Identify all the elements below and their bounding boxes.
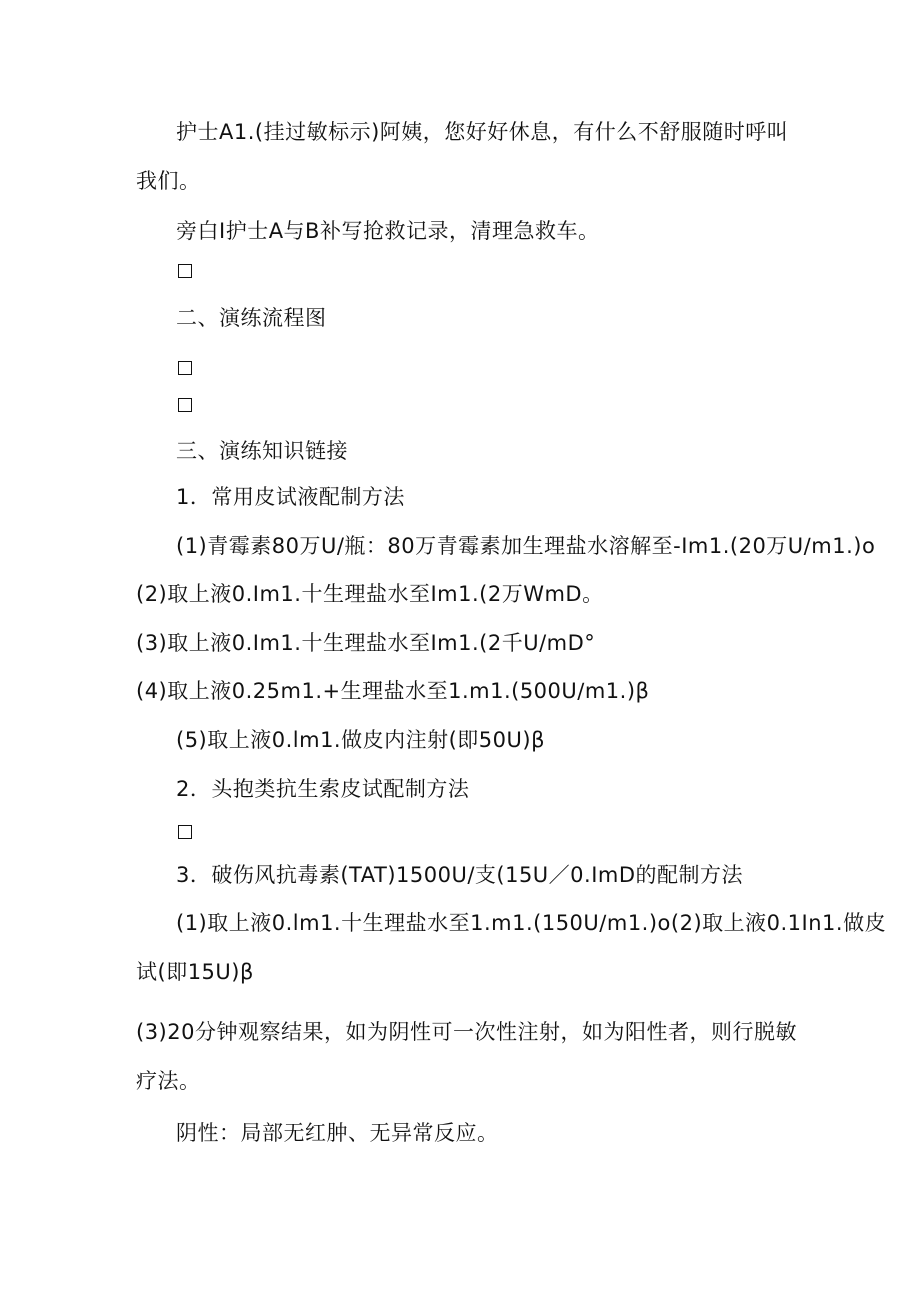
text-line: (1)青霉素80万U/瓶：80万青霉素加生理盐水溶解至-Im1.(20万U∕m1.)o: [176, 534, 876, 558]
text-line: 我们。: [136, 169, 201, 193]
empty-box-icon: [178, 264, 192, 278]
text-line: 旁白I护士A与B补写抢救记录，清理急救车。: [176, 219, 600, 243]
empty-box-icon: [178, 825, 192, 839]
subsection-heading: 1．常用皮试液配制方法: [176, 485, 405, 509]
text-line: 护士A1.(挂过敏标示)阿姨，您好好休息，有什么不舒服随时呼叫: [176, 120, 789, 144]
text-line: (4)取上液0.25m1.+生理盐水至1.m1.(500U∕m1.)β: [136, 679, 650, 703]
text-line: (2)取上液0.Im1.十生理盐水至Im1.(2万WmD。: [136, 582, 604, 606]
text-line: (5)取上液0.lm1.做皮内注射(即50U)β: [176, 728, 545, 752]
text-line: (1)取上液0.lm1.十生理盐水至1.m1.(150U∕m1.)o(2)取上液0.1In1.做皮: [176, 911, 887, 935]
text-line: 试(即15U)β: [136, 960, 254, 984]
text-line: (3)取上液0.Im1.十生理盐水至Im1.(2千U/mD°: [136, 631, 596, 655]
empty-box-icon: [178, 398, 192, 412]
section-heading: 二、演练流程图: [176, 306, 327, 330]
empty-box-icon: [178, 361, 192, 375]
text-line: 疗法。: [136, 1069, 201, 1093]
subsection-heading: 3．破伤风抗毒素(TAT)1500U/支(15U／0.ImD的配制方法: [176, 863, 744, 887]
text-line: 阴性：局部无红肿、无异常反应。: [176, 1121, 499, 1145]
subsection-heading: 2．头抱类抗生索皮试配制方法: [176, 777, 470, 801]
text-line: (3)20分钟观察结果，如为阴性可一次性注射，如为阳性者，则行脱敏: [136, 1020, 797, 1044]
section-heading: 三、演练知识链接: [176, 439, 348, 463]
